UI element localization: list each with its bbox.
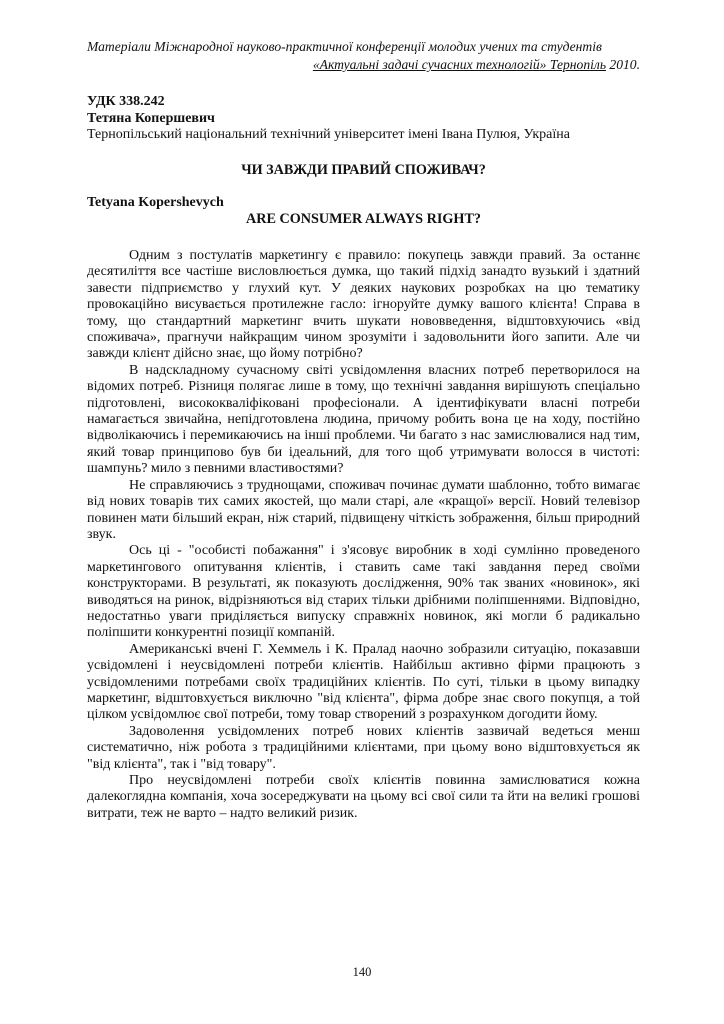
article-meta [87, 94, 640, 144]
paragraph: Не справляючись з труднощами, споживач починає думати шаблонно, тобто вимагає від нових товарів тих самих якостей, що мали старі, але «кращої» версії. Новий телевізор повинен мати більший екран, ніж старий, підвищену чіткість зображення, більш природний звук. [87, 477, 640, 542]
english-author-name: Tetyana Kopershevych [87, 194, 224, 210]
page [87, 38, 640, 822]
paragraph: Ось ці - "особисті побажання" і з'ясовує виробник в ході сумлінно проведеного маркетингового опитування клієнтів, і ставить саме такі завдання перед своїми конструкторами. В результаті, як показують дослідження, 90% так званих «новинок», які виводяться на ринок, відрізняються від старих тільки дрібними поліпшеннями. Відповідно, недостатньо уваги приділяється випуску справжніх новинок, які могли б радикально поліпшити конкурентні позиції компаній. [87, 543, 640, 641]
author-name: Тетяна Копершевич [87, 110, 215, 126]
paragraph: Одним з постулатів маркетингу є правило: покупець завжди правий. За останнє десятиліття все частіше висловлюється думка, що такий підхід занадто вузький і здатний завести підприємство у глухий кут. У деяких наукових розробках на цю тематику провокаційно висувається протилежне гасло: ігноруйте думку вашого клієнта! Справа в тому, що стандартний маркетинг вчить шукати нововведення, відштовхуючись «від споживача», прагнучи найкращим чином зрозуміти і задовольнити його запити. Але чи завжди клієнт дійсно знає, що йому потрібно? [87, 248, 640, 362]
conference-name: «Актуальні задачі сучасних технологій» Тернопіль [312, 57, 607, 72]
conference-header-line1: Матеріали Міжнародної науково-практичної конференції молодих учених та студентів [87, 39, 602, 54]
author-affiliation: Тернопільський національний технічний університет імені Івана Пулюя, Україна [87, 127, 570, 142]
article-title: ЧИ ЗАВЖДИ ПРАВИЙ СПОЖИВАЧ? [241, 161, 486, 178]
conference-year: 2010. [606, 57, 640, 72]
english-title: ARE CONSUMER ALWAYS RIGHT? [245, 211, 482, 227]
paragraph: Задоволення усвідомлених потреб нових клієнтів зазвичай ведеться менш систематично, ніж робота з традиційними клієнтами, при цьому воно відштовхується як "від клієнта", так і "від товару". [87, 723, 640, 772]
udc-code: УДК 338.242 [87, 94, 165, 109]
paragraph: Американські вчені Г. Хеммель і К. Пралад наочно зобразили ситуацію, показавши усвідомлені і неусвідомлені потреби клієнтів. Найбільш активно фірми працюють з усвідомленими потребами своїх традиційних клієнтів. По суті, тільки в цьому випадку маркетинг, відштовхується виключно "від клієнта", фірма добре знає свого покупця, а той цілком усвідомлює свої потреби, тому товар створений з розрахунком догодити йому. [87, 641, 640, 723]
page-number: 140 [352, 965, 372, 979]
article-body [87, 248, 640, 822]
paragraph: Про неусвідомлені потреби своїх клієнтів повинна замислюватися кожна далекоглядна компанія, хоча зосереджувати на цьому всі свої сили та йти на великі грошові витрати, теж не варто – надто великий ризик. [87, 773, 640, 821]
paragraph: В надскладному сучасному світі усвідомлення власних потреб перетворилося на відомих потреб. Різниця полягає лише в тому, що технічні завдання вирішують спеціально підготовлені, висококваліфіковані професіонали. А ідентифікувати власні потреби намагається звичайна, непідготовлена людина, причому робить вона це на ходу, постійно відволікаючись і перемикаючись на інші проблеми. Чи багато з нас замислювалися над тим, який товар принципово був би ідеальний, для того щоб утримувати волосся в чистоті: шампунь? мило з певними властивостями? [87, 362, 640, 477]
conference-header-line2 [87, 56, 640, 74]
